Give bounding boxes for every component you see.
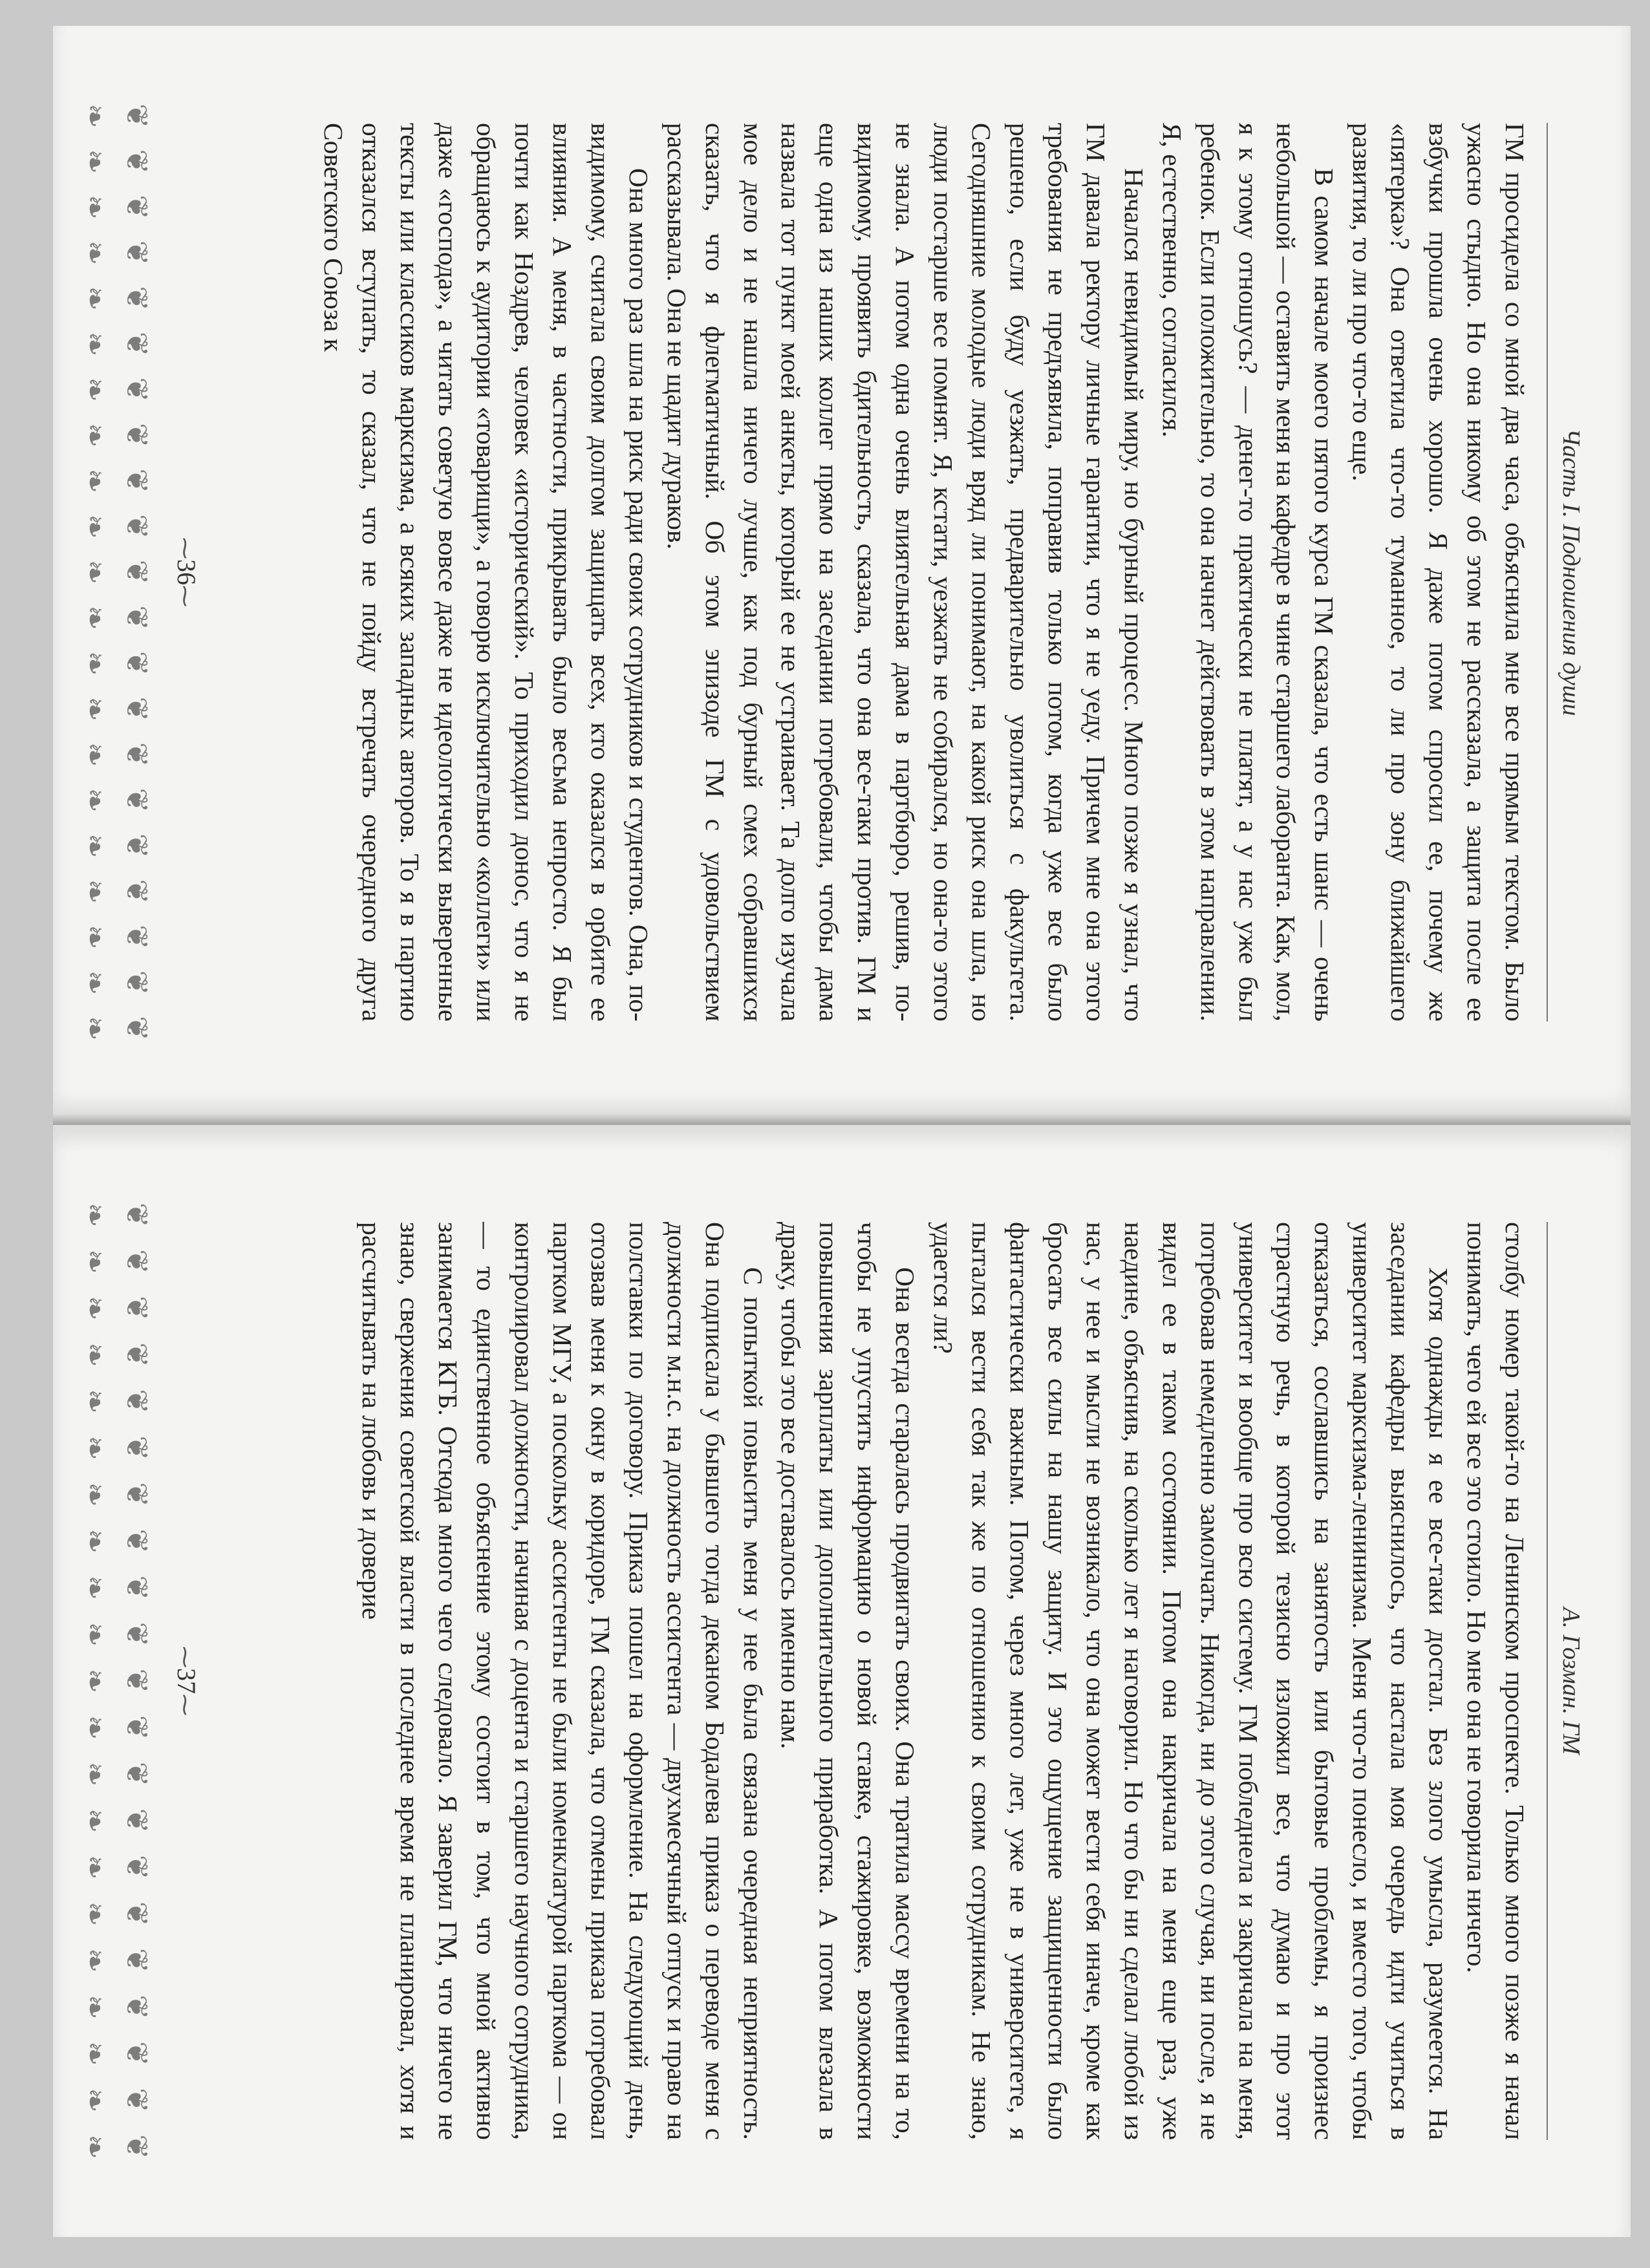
running-head-right: А. Гозман. ГМ (1547, 1222, 1585, 2140)
paragraph: С попыткой повысить меня у нее была связана очередная неприятность. Она подписала у бывшего тогда деканом Бодалева приказ о переводе меня с должности м.н.с. на должность ассистента — двухмесячный отпуск и право на полставки по договору. Приказ пошел на оформление. На следующий день, отозвав меня к окну в коридоре, ГМ сказала, что отмены приказа потребовал партком МГУ, а поскольку ассистенты не были номенклатурой парткома — он контролировал должности, начиная с доцента и старшего научного сотрудника, — то единственное объяснение этому состоит в том, что мной активно занимается КГБ. Отсюда много чего следовало. Я заверил ГМ, что ничего не знаю, свержения советской власти в последнее время не планировал, хотя и рассчитывать на любовь и доверие (357, 1222, 768, 2140)
page-number-left-value: 36 (172, 559, 201, 585)
paragraph: ГМ просидела со мной два часа, объяснила мне все прямым текстом. Было ужасно стыдно. Но она никому об этом не рассказала, а защита после ее взбучки прошла очень хорошо. Я даже потом спросил ее, почему же «пятерка»? Она ответила что-то туманное, то ли про зону ближайшего развития, то ли про что-то еще. (1347, 123, 1530, 1022)
paragraph: Начался невидимый миру, но бурный процесс. Много позже я узнал, что ГМ давала ректору личные гарантии, что я не уеду. Причем мне она этого требования не предъявила, поправив только потом, когда уже все было решено, если буду уезжать, предварительно уволиться с факультета. Сегодняшние молодые люди вряд ли понимают, на какой риск она шла, но люди постарше все помнят. Я, кстати, уезжать не собирался, но она-то этого не знала. А потом одна очень влиятельная дама в партбюро, решив, по-видимому, проявить бдительность, сказала, что она все-таки против. ГМ и еще одна из наших коллег прямо на заседании потребовали, чтобы дама назвала тот пункт моей анкеты, который ее не устраивает. Та долго изучала мое дело и не нашла ничего лучше, как под бурный смех собравшихся сказать, что я флегматичный. Об этом эпизоде ГМ с удовольствием рассказывала. Она не щадит дураков. (661, 123, 1149, 1022)
paragraph: столбу номер такой-то на Ленинском проспекте. Только много позже я начал понимать, чего ей все это стоило. Но мне она не говорила ничего. (1462, 1222, 1530, 2140)
ornament-border-bottom-left: ❧ ❧ ❧ ❧ ❧ ❧ ❧ ❧ ❧ ❧ ❧ ❧ ❧ ❧ ❧ ❧ ❧ ❧ ❧ ❧ ❧ (78, 103, 112, 1041)
paragraph: Хотя однажды я ее все-таки достал. Без злого умысла, разумеется. На заседании кафедры выяснилось, что настала моя очередь идти учиться в университет марксизма-ленинизма. Меня что-то понесло, и вместо того, чтобы отказаться, сославшись на занятость или бытовые проблемы, я произнес страстную речь, в которой тезисно изложил все, что думаю и про этот университет и вообще про всю систему. ГМ побледнела и закричала на меня, потребовав немедленно замолчать. Никогда, ни до этого случая, ни после, я не видел ее в таком состоянии. Потом она накричала на меня еще раз, уже наедине, объяснив, на сколько лет я наговорил. Но что бы ни сделал любой из нас, у нее и мысли не возникало, что она может вести себя иначе, кроме как бросать все силы на нашу защиту. И это ощущение защищенности было фантастически важным. Потом, через много лет, уже не в университете, я пытался вести себя так же по отношению к своим сотрудникам. Не знаю, удается ли? (928, 1222, 1454, 2140)
paragraph: Она много раз шла на риск ради своих сотрудников и студентов. Она, по-видимому, считала своим долгом защищать всех, кто оказался в орбите ее влияния. А меня, в частности, прикрывать было весьма непросто. Я был почти как Ноздрев, человек «исторический». То приходил донос, что я не обращаюсь к аудитории «товарищи», а говорю исключительно «коллеги» или даже «господа», а читать советую вовсе даже не идеологически выверенные тексты или классиков марксизма, а всяких западных авторов. То я в партию отказался вступать, то сказал, что не пойду встречать очередного друга Советского Союза к (319, 123, 654, 1022)
paragraph: В самом начале моего пятого курса ГМ сказала, что есть шанс — очень небольшой — оставить меня на кафедре в чине старшего лаборанта. Как, мол, я к этому отношусь? — денег-то практически не платят, а у нас уже был ребенок. Если положительно, то она начнет действовать в этом направлении. Я, естественно, согласился. (1157, 123, 1340, 1022)
left-page-text (202, 123, 1534, 1022)
right-page-text (202, 1222, 1534, 2140)
page-number-left: ⁓36⁓ (172, 537, 201, 607)
right-page (53, 1125, 1631, 2237)
ornament-border-bottom-right: ❧ ❧ ❧ ❧ ❧ ❧ ❧ ❧ ❧ ❧ ❧ ❧ ❧ ❧ ❧ ❧ ❧ ❧ ❧ ❧ ❧ (78, 1203, 112, 2159)
paragraph: Она всегда старалась продвигать своих. Она тратила массу времени на то, чтобы не упустить информацию о новой ставке, стажировке, возможности повышения зарплаты или дополнительного приработка. А потом влезала в драку, чтобы это все доставалось именно нам. (776, 1222, 921, 2140)
running-head-left: Часть I. Подношения души (1547, 123, 1585, 1022)
ornament-border-top-left: ❦ ❦ ❦ ❦ ❦ ❦ ❦ ❦ ❦ ❦ ❦ ❦ ❦ ❦ ❦ ❦ ❦ ❦ ❦ ❦ ❦ (120, 103, 155, 1041)
page-number-right-value: 37 (172, 1668, 201, 1694)
left-page (53, 26, 1631, 1118)
ornament-border-top-right: ❦ ❦ ❦ ❦ ❦ ❦ ❦ ❦ ❦ ❦ ❦ ❦ ❦ ❦ ❦ ❦ ❦ ❦ ❦ ❦ ❦ (120, 1203, 155, 2159)
page-number-right: ⁓37⁓ (172, 1646, 201, 1716)
